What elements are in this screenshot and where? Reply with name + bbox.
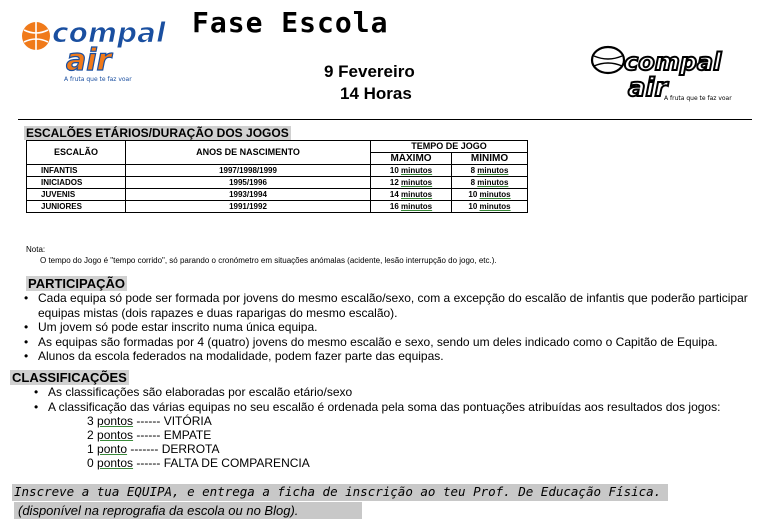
cell-min: 10 minutos	[452, 201, 528, 213]
event-date: 9 Fevereiro	[324, 62, 415, 81]
col-anos: ANOS DE NASCIMENTO	[126, 141, 371, 165]
ball-icon	[592, 47, 624, 73]
points-row: 3 pontos ------ VITÓRIA	[87, 414, 212, 428]
list-item: • As classificações são elaboradas por escalão etário/sexo	[32, 385, 762, 400]
cell-min: 8 minutos	[452, 165, 528, 177]
list-item: • As equipas são formadas por 4 (quatro) jovens do mesmo escalão e sexo, sendo um deles indicado como o Capitão de Equipa.	[22, 335, 762, 350]
svg-text:air: air	[628, 73, 668, 103]
table-row	[27, 177, 528, 189]
svg-text:compal: compal	[52, 16, 166, 49]
svg-text:A fruta que te faz voar: A fruta que te faz voar	[64, 76, 132, 83]
svg-text:A fruta que te faz voar: A fruta que te faz voar	[664, 95, 732, 102]
list-item: • A classificação das várias equipas no seu escalão é ordenada pela soma das pontuações atribuídas aos resultados dos jogos:	[32, 400, 762, 415]
svg-text:air: air	[66, 43, 112, 78]
event-time: 14 Horas	[340, 84, 412, 103]
list-item: • Um jovem só pode estar inscrito numa única equipa.	[22, 320, 762, 335]
cell-max: 10 minutos	[371, 165, 452, 177]
points-row: 0 pontos ------ FALTA DE COMPARENCIA	[87, 456, 310, 470]
list-item: • Alunos da escola federados na modalidade, podem fazer parte das equipas.	[22, 349, 762, 364]
divider	[18, 119, 752, 120]
note-text: O tempo do Jogo é "tempo corrido", só parando o cronómetro em situações anómalas (acidente, lesão interrupção do jogo, etc.).	[40, 256, 497, 265]
points-row: 1 ponto ------- DERROTA	[87, 442, 220, 456]
participacao-list	[22, 291, 762, 364]
section-heading-classificacoes: CLASSIFICAÇÕES	[12, 370, 127, 385]
cell-max: 12 minutos	[371, 177, 452, 189]
cell-min: 10 minutos	[452, 189, 528, 201]
points-row: 2 pontos ------ EMPATE	[87, 428, 212, 442]
compal-air-logo	[18, 6, 178, 84]
note-label: Nota:	[26, 245, 46, 254]
cell-escalao: JUVENIS	[27, 189, 126, 201]
classificacoes-list	[32, 385, 762, 414]
cell-escalao: JUNIORES	[27, 201, 126, 213]
escaloes-table	[26, 140, 528, 213]
cell-escalao: INICIADOS	[27, 177, 126, 189]
cell-anos: 1995/1996	[126, 177, 371, 189]
cell-max: 16 minutos	[371, 201, 452, 213]
cell-escalao: INFANTIS	[27, 165, 126, 177]
col-min: MÍNIMO	[452, 153, 528, 165]
list-item: • Cada equipa só pode ser formada por jovens do mesmo escalão/sexo, com a excepção do escalão de infantis que poderão participar equipas mistas (dois rapazes e duas raparigas do mesmo escalão).	[22, 291, 762, 320]
col-max: MÁXIMO	[371, 153, 452, 165]
svg-text:compal: compal	[624, 48, 722, 76]
footer-line-2: (disponível na reprografia da escola ou no Blog).	[18, 503, 299, 518]
compal-air-logo-mono	[588, 40, 752, 110]
cell-anos: 1997/1998/1999	[126, 165, 371, 177]
section-heading-participacao: PARTICIPAÇÃO	[28, 276, 126, 291]
cell-min: 8 minutos	[452, 177, 528, 189]
col-escalao: ESCALÃO	[27, 141, 126, 165]
cell-max: 14 minutos	[371, 189, 452, 201]
col-tempo: TEMPO DE JOGO	[371, 141, 528, 153]
table-row	[27, 189, 528, 201]
table-row	[27, 201, 528, 213]
cell-anos: 1991/1992	[126, 201, 371, 213]
footer-line-1: Inscreve a tua EQUIPA, e entrega a ficha de inscrição ao teu Prof. De Educação Física.	[14, 484, 662, 499]
table-row	[27, 165, 528, 177]
page-title: Fase Escola	[192, 6, 389, 39]
section-heading-escaloes: ESCALÕES ETÁRIOS/DURAÇÃO DOS JOGOS	[26, 126, 289, 140]
cell-anos: 1993/1994	[126, 189, 371, 201]
